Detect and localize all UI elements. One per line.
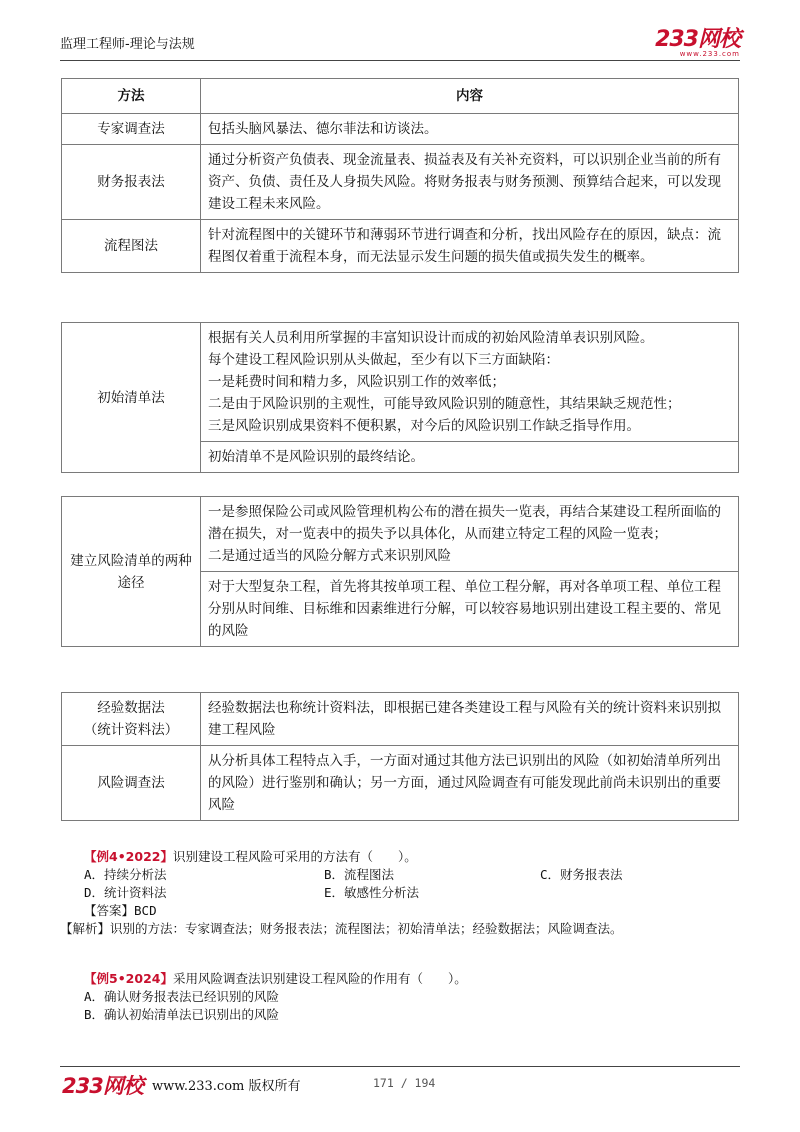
options-row	[60, 884, 740, 902]
question-line	[60, 970, 740, 988]
table-row	[62, 220, 739, 273]
example-4	[60, 848, 740, 938]
content-cell: 初始清单不是风险识别的最终结论。	[201, 442, 739, 473]
example-5	[60, 970, 740, 1024]
content-cell: 从分析具体工程特点入手，一方面对通过其他方法已识别出的风险（如初始清单所列出的风险）进行鉴别和确认；另一方面，通过风险调查有可能发现此前尚未识别出的重要风险	[201, 746, 739, 821]
option-d: D．统计资料法	[84, 885, 167, 900]
table-row	[62, 114, 739, 145]
content-cell: 对于大型复杂工程，首先将其按单项工程、单位工程分解，再对各单项工程、单位工程分别从时间维、目标维和因素维进行分解，可以较容易地识别出建设工程主要的、常见的风险	[201, 572, 739, 647]
methods-table-4	[61, 692, 739, 821]
header-rule	[60, 60, 740, 61]
content-cell	[201, 497, 739, 572]
content-cell: 针对流程图中的关键环节和薄弱环节进行调查和分析，找出风险存在的原因，缺点：流程图仅着重于流程本身，而无法显示发生问题的损失值或损失发生的概率。	[201, 220, 739, 273]
question-text: 采用风险调查法识别建设工程风险的作用有（ ）。	[172, 971, 467, 986]
footer-site: www.233.com 版权所有	[152, 1079, 301, 1094]
header-content: 内容	[201, 79, 739, 114]
header-method: 方法	[62, 79, 201, 114]
method-cell: 初始清单法	[62, 323, 201, 473]
option-a: A．确认财务报表法已经识别的风险	[84, 989, 280, 1004]
example-tag: 【例5•2024】	[84, 971, 173, 986]
methods-table-2	[61, 322, 739, 473]
explain-label: 【解析】	[60, 921, 111, 936]
content-line: 二是由于风险识别的主观性，可能导致风险识别的随意性，其结果缺乏规范性；	[208, 396, 681, 412]
footer-logo: 233网校	[62, 1074, 143, 1098]
option-c: C．财务报表法	[540, 867, 623, 882]
doc-title: 监理工程师-理论与法规	[60, 37, 195, 52]
table-row	[62, 693, 739, 746]
table-row	[62, 323, 739, 442]
content-line: 每个建设工程风险识别从头做起，至少有以下三方面缺陷：	[208, 352, 559, 368]
options-row	[60, 866, 740, 884]
example-tag: 【例4•2022】	[84, 849, 173, 864]
explanation	[36, 920, 740, 938]
page-header	[60, 22, 740, 60]
method-cell: 流程图法	[62, 220, 201, 273]
answer-label: 【答案】	[84, 903, 135, 918]
method-cell: 专家调查法	[62, 114, 201, 145]
content-line: 一是耗费时间和精力多，风险识别工作的效率低；	[208, 374, 505, 390]
content-cell	[201, 323, 739, 442]
table-row	[62, 497, 739, 572]
content-line: 二是通过适当的风险分解方式来识别风险	[208, 548, 451, 564]
method-name: 经验数据法	[97, 700, 165, 716]
content-cell: 经验数据法也称统计资料法，即根据已建各类建设工程与风险有关的统计资料来识别拟建工程风险	[201, 693, 739, 746]
brand-logo	[655, 22, 740, 58]
method-cell	[62, 693, 201, 746]
answer-line	[60, 902, 740, 920]
option-b: B．流程图法	[324, 867, 395, 882]
answer-value: BCD	[134, 903, 157, 918]
question-text: 识别建设工程风险可采用的方法有（ ）。	[172, 849, 417, 864]
page-footer	[60, 1070, 740, 1100]
method-cell: 财务报表法	[62, 145, 201, 220]
content-cell: 通过分析资产负债表、现金流量表、损益表及有关补充资料，可以识别企业当前的所有资产、负债、责任及人身损失风险。将财务报表与财务预测、预算结合起来，可以发现建设工程未来风险。	[201, 145, 739, 220]
content-line: 三是风险识别成果资料不便积累，对今后的风险识别工作缺乏指导作用。	[208, 418, 640, 434]
method-cell: 风险调查法	[62, 746, 201, 821]
content-cell: 包括头脑风暴法、德尔菲法和访谈法。	[201, 114, 739, 145]
methods-table-3	[61, 496, 739, 647]
explain-text: 识别的方法：专家调查法；财务报表法；流程图法；初始清单法；经验数据法；风险调查法。	[110, 921, 623, 936]
option-a: A．持续分析法	[84, 867, 167, 882]
content-line: 根据有关人员利用所掌握的丰富知识设计而成的初始风险清单表识别风险。	[208, 330, 654, 346]
table-row	[62, 746, 739, 821]
method-alias: （统计资料法）	[83, 722, 179, 738]
logo-url: www.233.com	[679, 50, 740, 58]
page-number: 171 / 194	[373, 1076, 436, 1090]
question-line	[60, 848, 740, 866]
table-header-row	[62, 79, 739, 114]
table-row	[62, 145, 739, 220]
content-line: 一是参照保险公司或风险管理机构公布的潜在损失一览表，再结合某建设工程所面临的潜在损失，对一览表中的损失予以具体化，从而建立特定工程的风险一览表；	[208, 504, 721, 542]
option-b: B．确认初始清单法已识别出的风险	[84, 1007, 280, 1022]
footer-rule	[60, 1066, 740, 1067]
method-cell: 建立风险清单的两种途径	[62, 497, 201, 647]
methods-table-1	[61, 78, 739, 273]
option-e: E．敏感性分析法	[324, 885, 420, 900]
logo-text: 233网校	[655, 27, 740, 52]
